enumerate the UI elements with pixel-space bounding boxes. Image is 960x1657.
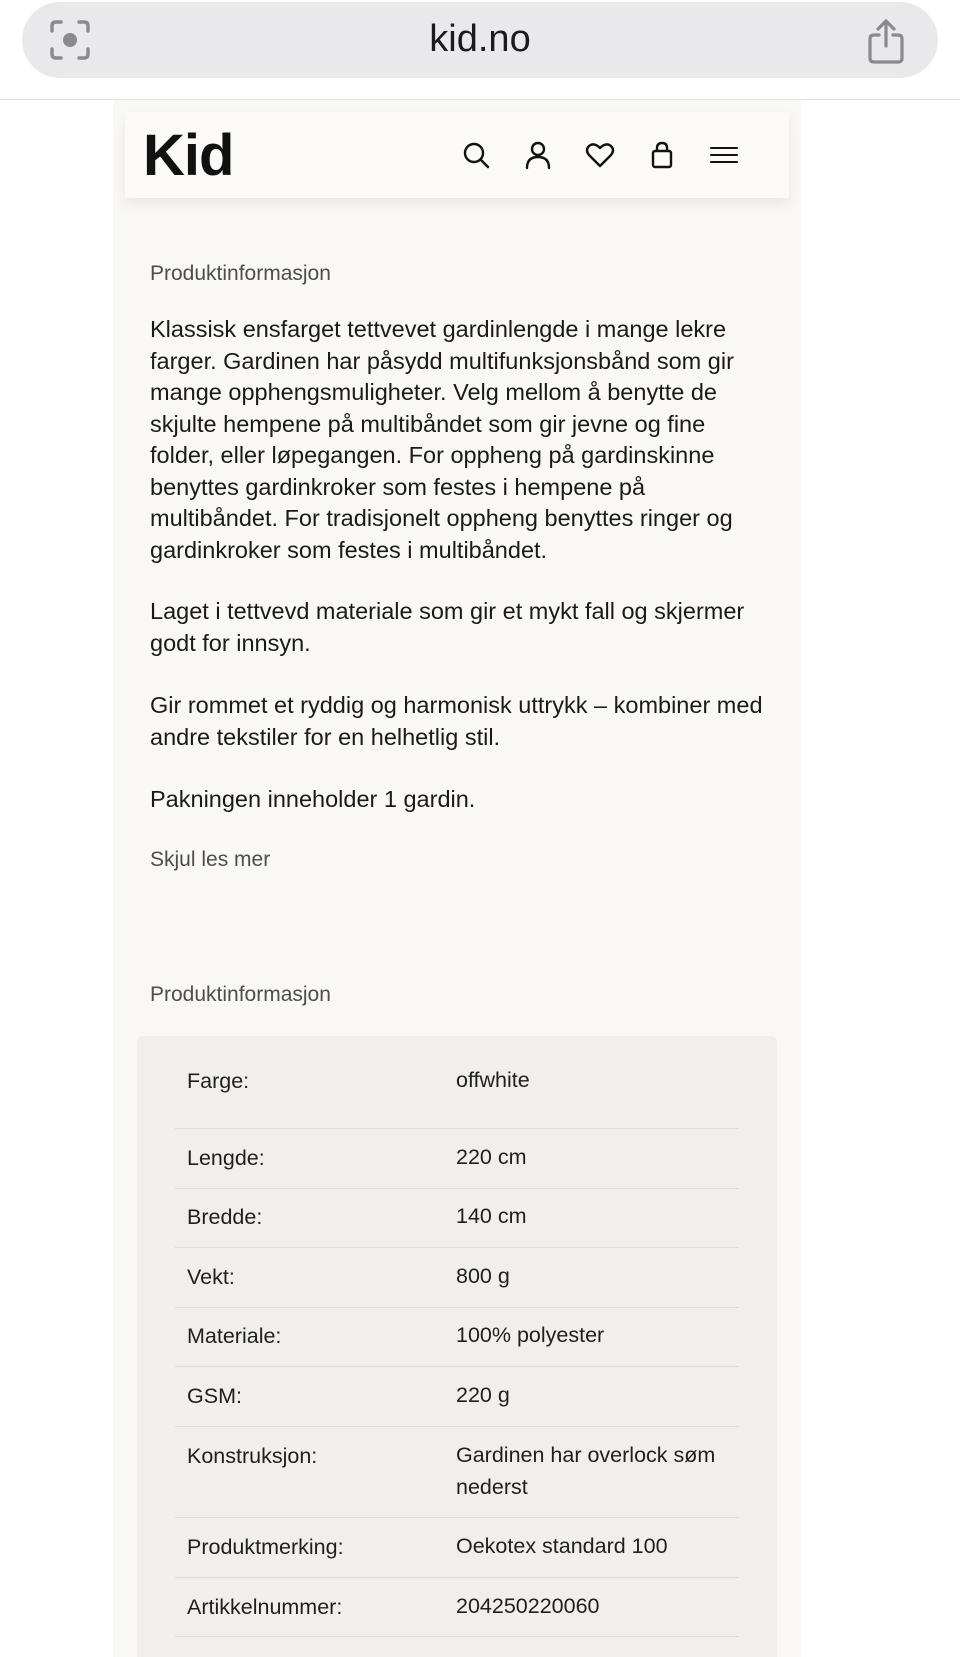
spec-table — [137, 1036, 777, 1657]
spec-label: Bredde: — [187, 1205, 263, 1229]
account-icon[interactable] — [523, 140, 553, 170]
collapse-read-more-link[interactable]: Skjul les mer — [150, 848, 271, 871]
search-icon[interactable] — [461, 140, 491, 170]
spec-value: 100% polyester — [456, 1323, 605, 1347]
heart-icon[interactable] — [585, 140, 615, 170]
spec-label: Materiale: — [187, 1324, 282, 1348]
spec-label: Artikkelnummer: — [187, 1595, 343, 1619]
spec-value: 800 g — [456, 1264, 510, 1288]
spec-value: Gardinen har overlock søm nederst — [456, 1443, 716, 1499]
description-paragraph: Klassisk ensfarget tettvevet gardinlengde i mange lekre farger. Gardinen har påsydd multifunksjonsbånd som gir mange opphengsmuligheter. Velg mellom å benytte de skjulte hempene på multibåndet som gir jevne og fine folder, eller løpegangen. For oppheng på gardinskinne benyttes gardinkroker som festes i hempene på multibåndet. For tradisjonelt oppheng benyttes ringer og gardinkroker som festes i multibåndet. — [150, 316, 734, 563]
site-header — [125, 112, 789, 198]
description-paragraph: Gir rommet et ryddig og harmonisk uttrykk – kombiner med andre tekstiler for en helhetlig stil. — [150, 692, 763, 750]
browser-toolbar — [0, 0, 960, 100]
spec-value: 220 cm — [456, 1145, 527, 1169]
spec-value: offwhite — [456, 1068, 530, 1092]
spec-label: Lengde: — [187, 1146, 265, 1170]
spec-value: Oekotex standard 100 — [456, 1534, 668, 1558]
spec-label: Farge: — [187, 1069, 250, 1093]
spec-row — [175, 1578, 739, 1637]
description-paragraph: Laget i tettvevd materiale som gir et mykt fall og skjermer godt for innsyn. — [150, 598, 745, 656]
share-icon[interactable] — [866, 18, 906, 64]
menu-icon[interactable] — [709, 140, 739, 170]
spec-row — [175, 1189, 739, 1248]
spec-value: 220 g — [456, 1383, 510, 1407]
spec-row — [175, 1518, 739, 1578]
spec-row — [175, 1427, 739, 1518]
url-text: kid.no — [429, 18, 531, 60]
spec-row — [175, 1248, 739, 1308]
spec-label: Konstruksjon: — [187, 1444, 318, 1468]
bag-icon[interactable] — [647, 140, 677, 170]
spec-label: GSM: — [187, 1384, 242, 1408]
spec-row — [175, 1367, 739, 1427]
spec-row — [175, 1308, 739, 1367]
address-bar[interactable] — [22, 2, 938, 78]
description-paragraph: Pakningen inneholder 1 gardin. — [150, 786, 476, 812]
specs-heading: Produktinformasjon — [150, 983, 331, 1006]
spec-value: 140 cm — [456, 1204, 527, 1228]
spec-label: Produktmerking: — [187, 1535, 344, 1559]
spec-row — [175, 1069, 739, 1129]
kid-logo[interactable]: Kid — [143, 123, 234, 188]
spec-label: Vekt: — [187, 1265, 235, 1289]
page-content — [113, 100, 801, 1657]
description-heading: Produktinformasjon — [150, 262, 331, 285]
spec-row — [175, 1129, 739, 1189]
spec-value: 204250220060 — [456, 1594, 600, 1618]
